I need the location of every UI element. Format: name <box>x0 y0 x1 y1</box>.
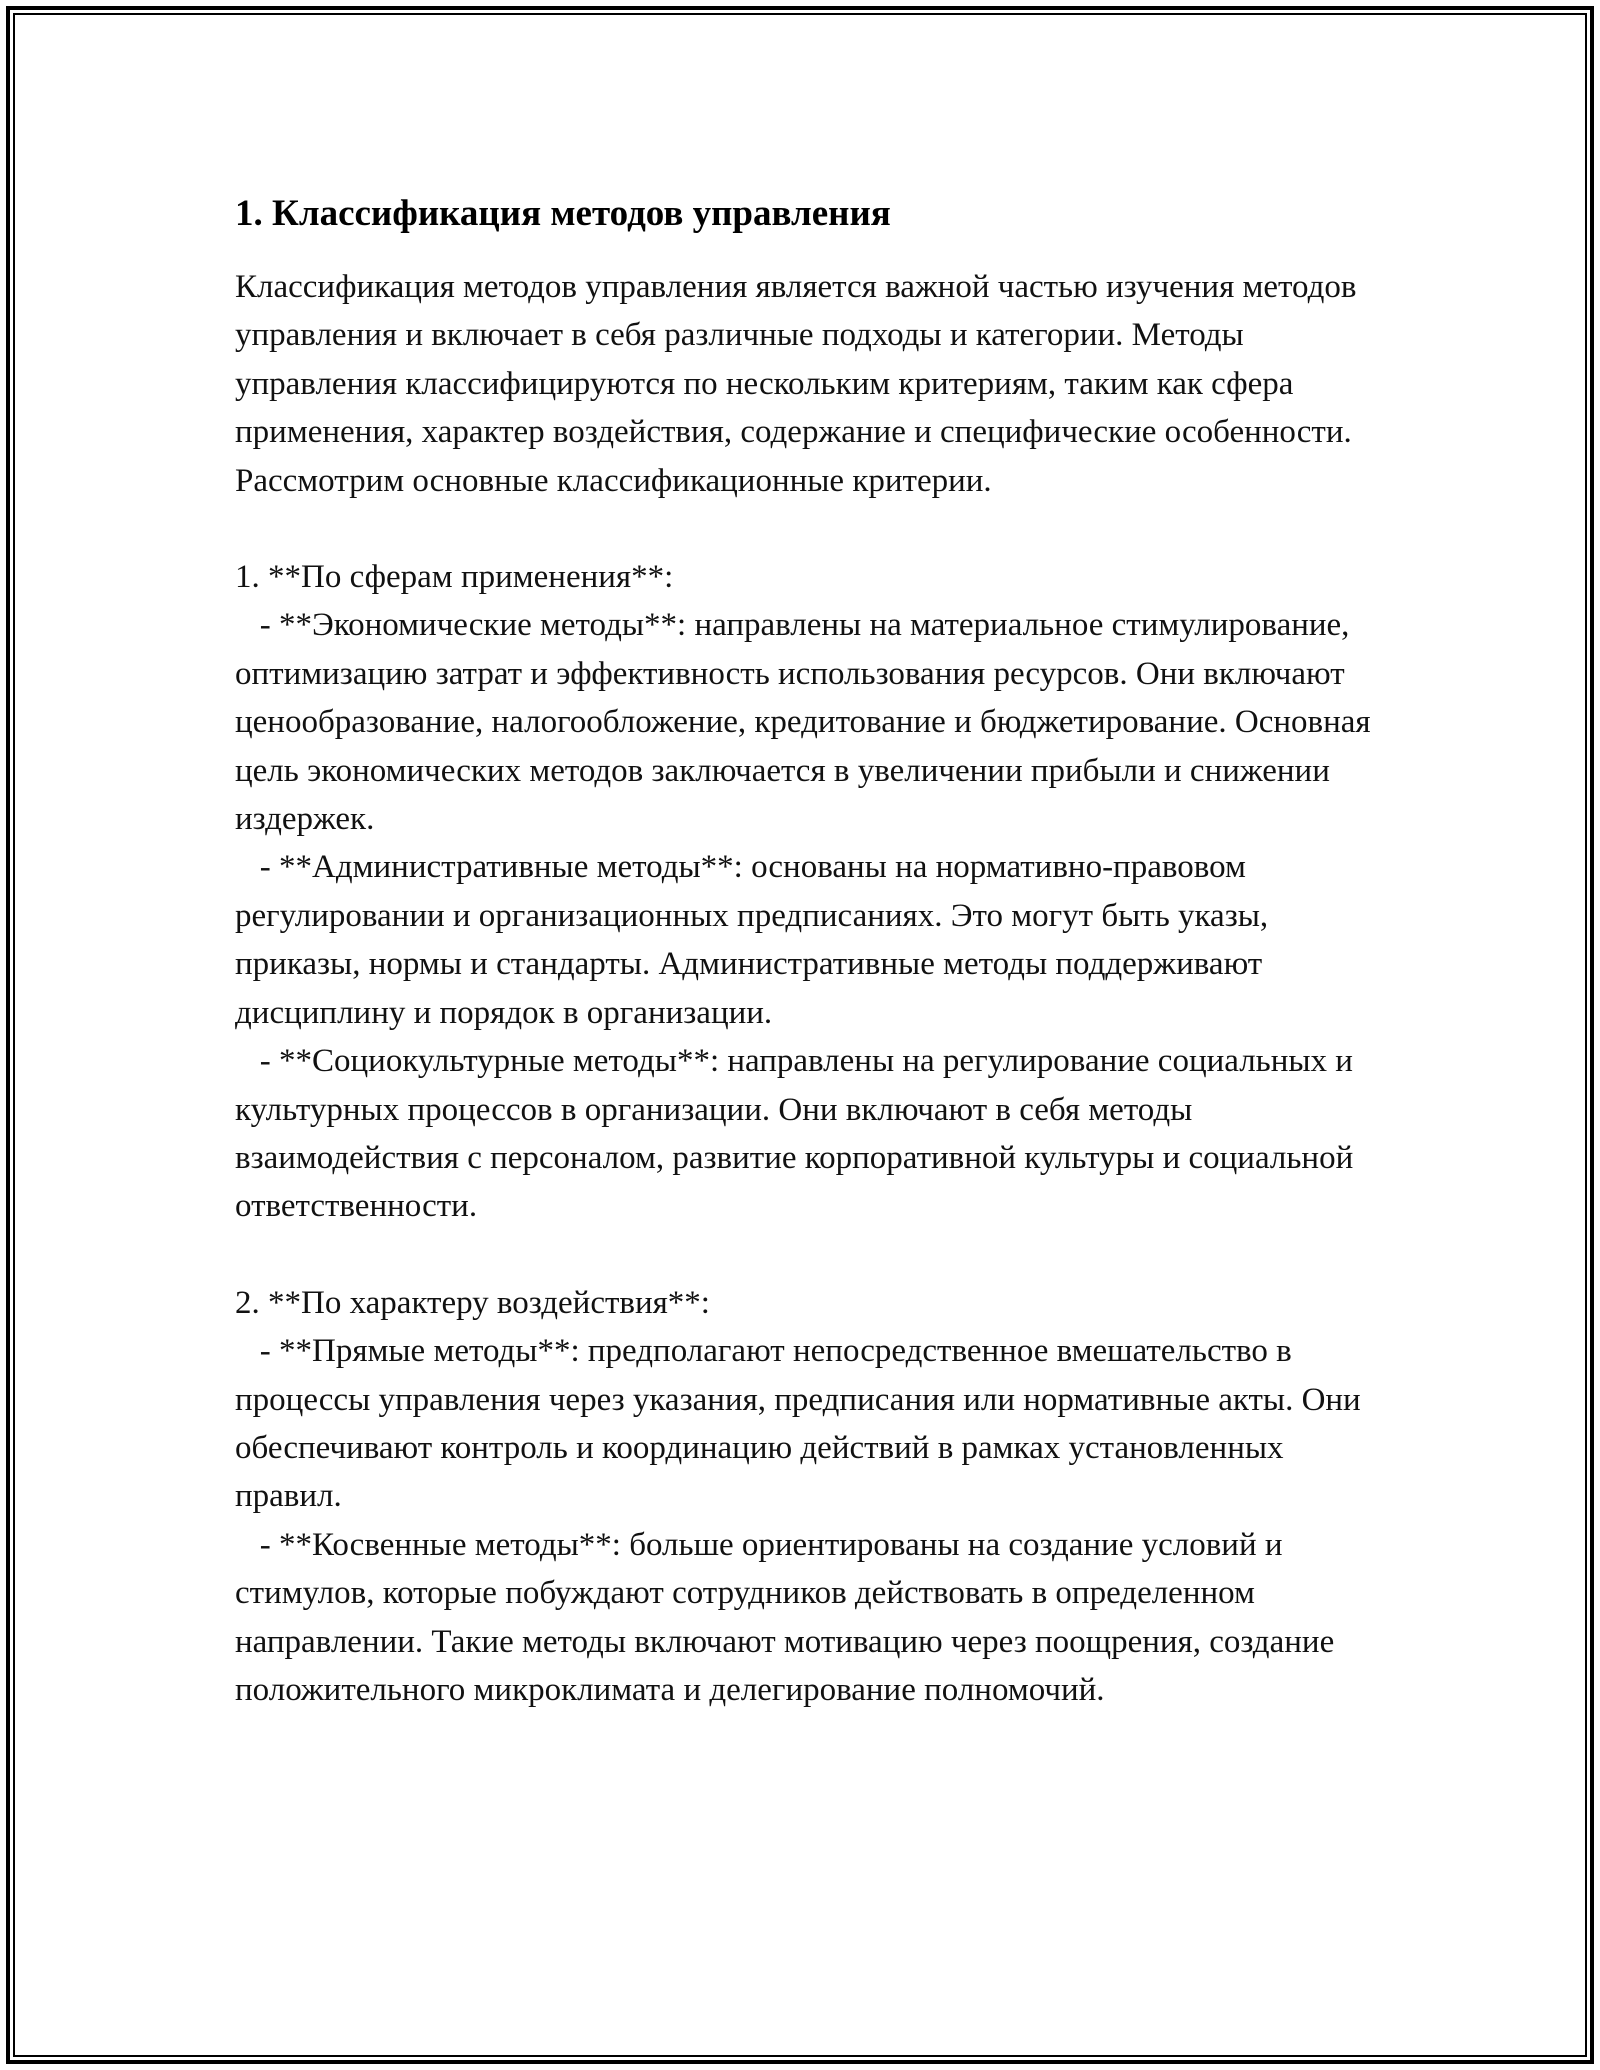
intro-paragraph: Классификация методов управления является важной частью изучения методов управления и включает в себя различные подходы и категории. Методы управления классифицируются по нескольким критериям, таким как сфера применения, характер воздействия, содержание и специфические особенности. Рассмотрим основные классификационные критерии. <box>235 269 1365 499</box>
document-body <box>235 185 1380 1714</box>
criterion-1-economic: - **Экономические методы**: направлены на материальное стимулирование, оптимизацию затрат и эффективность использования ресурсов. Они включают ценообразование, налогообложение, кредитование и бюджетирование. Основная цель экономических методов заключается в увеличении прибыли и снижении издержек. <box>235 607 1379 838</box>
paragraph-gap <box>235 1231 1380 1279</box>
criterion-2-direct: - **Прямые методы**: предполагают непосредственное вмешательство в процессы управления через указания, предписания или нормативные акты. Они обеспечивают контроль и координацию действий в рамках установленных правил. <box>235 1333 1369 1515</box>
paragraph-gap <box>235 505 1380 553</box>
criterion-2-title: 2. **По характеру воздействия**: <box>235 1284 710 1321</box>
criterion-1-administrative: - **Административные методы**: основаны на нормативно-правовом регулировании и организационных предписаниях. Это могут быть указы, приказы, нормы и стандарты. Административные методы поддерживают дисциплину и порядок в организации. <box>235 849 1277 1031</box>
section-heading: 1. Классификация методов управления <box>235 193 891 234</box>
criterion-1-sociocultural: - **Социокультурные методы**: направлены на регулирование социальных и культурных процессов в организации. Они включают в себя методы взаимодействия с персоналом, развитие корпоративной культуры и социальной ответственности. <box>235 1043 1362 1225</box>
criterion-2-indirect: - **Косвенные методы**: больше ориентированы на создание условий и стимулов, которые побуждают сотрудников действовать в определенном направлении. Такие методы включают мотивацию через поощрения, создание положительного микроклимата и делегирование полномочий. <box>235 1526 1343 1708</box>
criterion-1-title: 1. **По сферам применения**: <box>235 559 674 596</box>
